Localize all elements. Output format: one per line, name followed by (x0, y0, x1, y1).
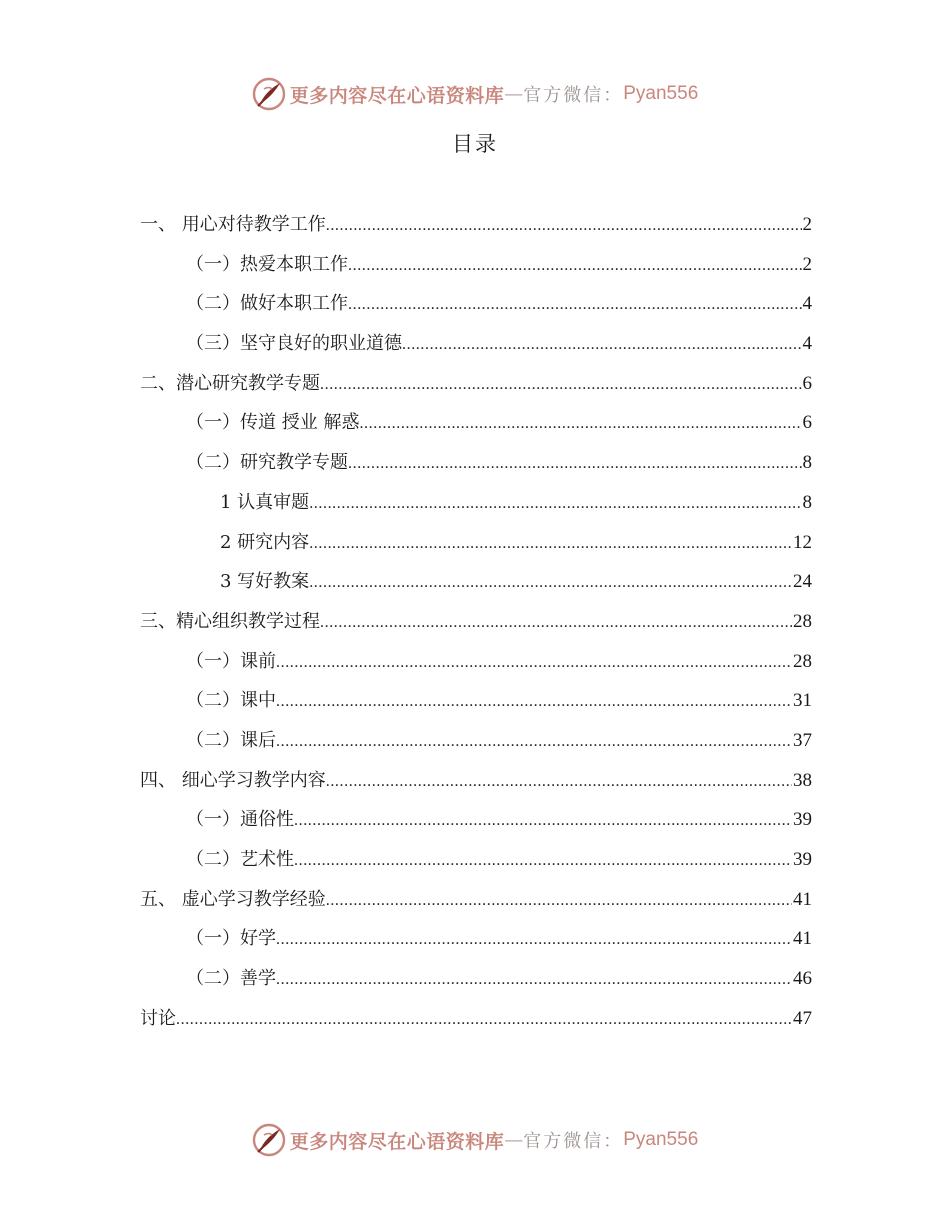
toc-dot-leader (326, 881, 792, 921)
toc-entry-page-number: 28 (793, 610, 812, 632)
toc-dot-leader (326, 206, 802, 246)
toc-entry-label: 1 认真审题 (220, 491, 310, 513)
toc-entry-page-number: 6 (802, 372, 812, 394)
toc-entry-page-number: 12 (793, 531, 812, 553)
toc-entry-page-number: 39 (793, 849, 812, 870)
toc-dot-leader (359, 404, 801, 444)
toc-dot-leader (294, 801, 792, 841)
toc-dot-leader (348, 285, 802, 325)
footer-watermark-banner (0, 1118, 950, 1162)
toc-dot-leader (309, 484, 801, 524)
toc-entry[interactable] (140, 761, 812, 801)
toc-entry[interactable] (140, 681, 812, 721)
toc-entry[interactable] (140, 284, 812, 324)
toc-dot-leader (276, 643, 792, 683)
toc-entry[interactable] (140, 800, 812, 840)
toc-entry[interactable] (140, 443, 812, 483)
toc-entry-page-number: 41 (793, 928, 812, 950)
banner-official-label: 官方微信： (523, 85, 624, 106)
toc-entry[interactable] (140, 483, 812, 523)
toc-entry[interactable] (140, 403, 812, 443)
toc-entry-label: 讨论 (140, 1007, 176, 1029)
banner-main-text: 更多内容尽在心语资料库 (289, 84, 505, 107)
toc-entry[interactable] (140, 324, 812, 364)
toc-dot-leader (348, 444, 802, 484)
toc-entry-page-number: 4 (802, 293, 812, 315)
toc-entry-page-number: 2 (802, 253, 812, 275)
toc-dot-leader (326, 762, 792, 802)
banner-wechat-id: Pyan556 (623, 83, 699, 104)
toc-entry-page-number: 8 (802, 452, 812, 474)
banner-main-text: 更多内容尽在心语资料库 (289, 1130, 505, 1153)
toc-dot-leader (320, 365, 802, 405)
toc-dot-leader (276, 960, 792, 1000)
toc-entry-page-number: 24 (793, 571, 812, 593)
toc-entry[interactable] (140, 919, 812, 959)
toc-dot-leader (309, 524, 792, 564)
toc-entry-label: （二）做好本职工作 (186, 293, 348, 315)
toc-entry-label: （二）课后 (186, 729, 276, 751)
toc-dot-leader (276, 682, 792, 722)
toc-entry-page-number: 46 (793, 968, 812, 990)
toc-entry[interactable] (140, 959, 812, 999)
quill-pen-logo-icon (252, 1123, 286, 1157)
toc-entry-page-number: 6 (802, 412, 812, 434)
toc-entry-label: （三）坚守良好的职业道德 (186, 333, 402, 355)
toc-dot-leader (348, 246, 802, 286)
toc-entry-label: （一）传道 授业 解惑 (186, 412, 360, 434)
toc-entry[interactable] (140, 523, 812, 563)
toc-dot-leader (294, 841, 792, 881)
banner-separator: — (504, 83, 524, 105)
toc-entry-label: （一）课前 (186, 650, 276, 672)
table-of-contents (140, 205, 812, 1038)
toc-entry-page-number: 8 (802, 491, 812, 513)
toc-dot-leader (176, 1000, 792, 1040)
toc-dot-leader (320, 603, 792, 643)
toc-entry-page-number: 41 (793, 888, 812, 910)
toc-dot-leader (402, 325, 802, 365)
banner-wechat-id: Pyan556 (623, 1129, 699, 1150)
toc-entry[interactable] (140, 205, 812, 245)
toc-dot-leader (276, 920, 792, 960)
toc-entry-label: （一）通俗性 (186, 809, 294, 831)
toc-entry[interactable] (140, 245, 812, 285)
toc-entry-page-number: 2 (802, 214, 812, 235)
toc-entry[interactable] (140, 880, 812, 920)
toc-dot-leader (309, 563, 792, 603)
toc-entry[interactable] (140, 602, 812, 642)
banner-official-label: 官方微信： (523, 1131, 624, 1152)
toc-entry-label: 3 写好教案 (220, 571, 310, 593)
toc-entry[interactable] (140, 999, 812, 1039)
quill-pen-logo-icon (252, 77, 286, 111)
toc-entry-label: 2 研究内容 (220, 531, 310, 553)
toc-entry[interactable] (140, 840, 812, 880)
toc-entry-page-number: 39 (793, 809, 812, 831)
toc-entry-label: （二）艺术性 (186, 849, 294, 870)
toc-entry-label: 二、潜心研究教学专题 (140, 372, 320, 394)
toc-entry[interactable] (140, 364, 812, 404)
toc-entry[interactable] (140, 642, 812, 682)
toc-entry-label: （一）好学 (186, 928, 276, 950)
toc-entry-label: （二）研究教学专题 (186, 452, 348, 474)
toc-entry-label: 五、 虚心学习教学经验 (140, 888, 326, 910)
toc-entry-label: 一、 用心对待教学工作 (140, 214, 326, 235)
toc-entry-page-number: 37 (793, 729, 812, 751)
toc-entry[interactable] (140, 721, 812, 761)
toc-title: 目录 (452, 132, 498, 156)
toc-entry-label: 四、 细心学习教学内容 (140, 769, 326, 791)
toc-entry-label: （一）热爱本职工作 (186, 253, 348, 275)
toc-entry-label: 三、精心组织教学过程 (140, 610, 320, 632)
toc-entry-page-number: 28 (793, 650, 812, 672)
toc-entry[interactable] (140, 562, 812, 602)
toc-entry-label: （二）善学 (186, 968, 276, 990)
header-watermark-banner (0, 72, 950, 116)
toc-entry-label: （二）课中 (186, 690, 276, 712)
toc-entry-page-number: 4 (802, 333, 812, 355)
toc-entry-page-number: 47 (793, 1007, 812, 1029)
toc-entry-page-number: 38 (793, 769, 812, 791)
toc-dot-leader (276, 722, 792, 762)
banner-separator: — (504, 1129, 524, 1151)
toc-entry-page-number: 31 (793, 690, 812, 712)
